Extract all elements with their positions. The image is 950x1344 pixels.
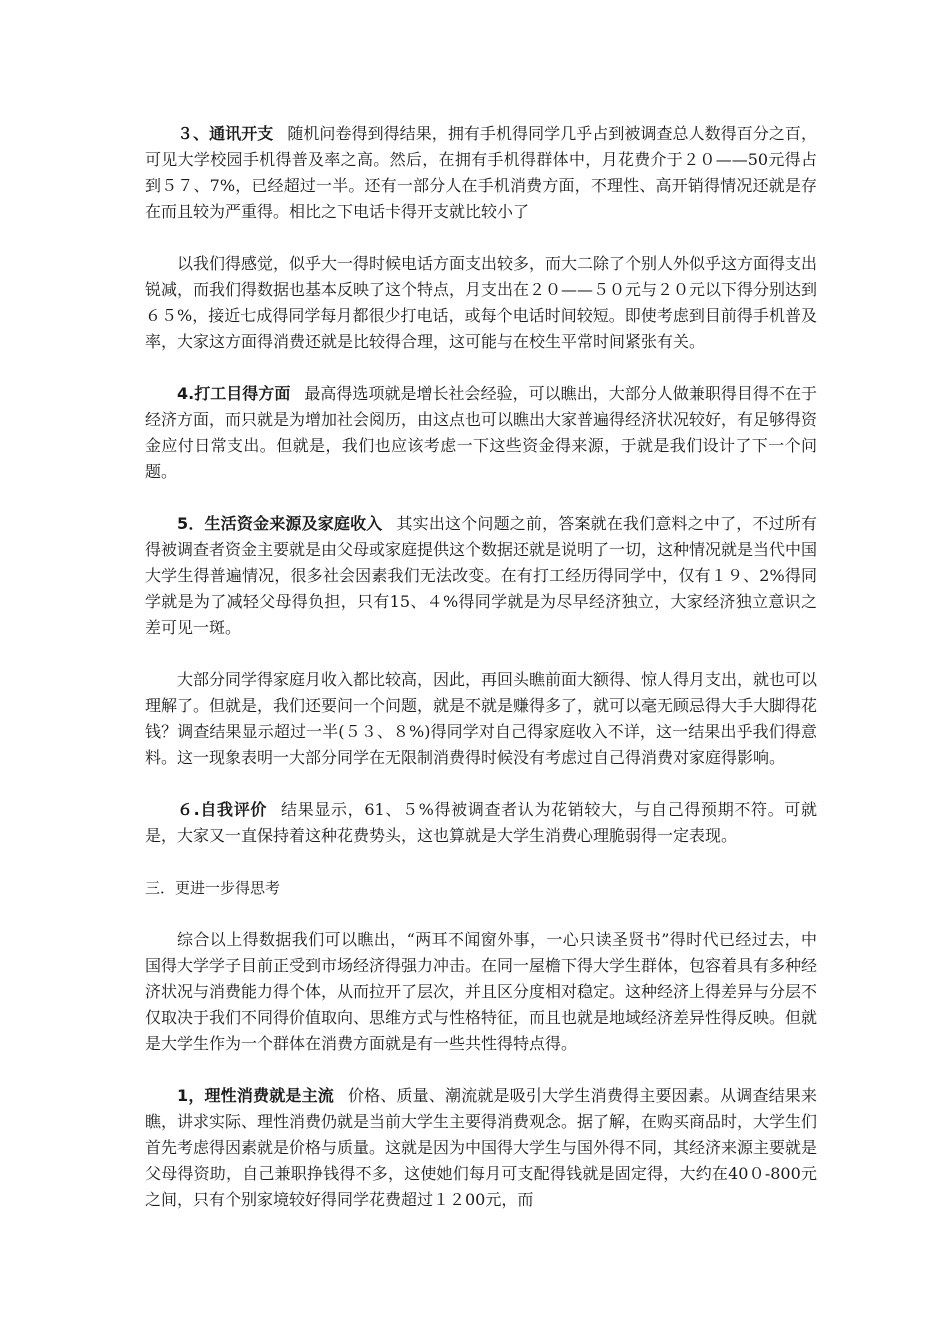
section-title-further-thinking: 三．更进一步得思考 — [145, 879, 281, 897]
heading-self-evaluation: ６.自我评价 — [177, 800, 268, 819]
paragraph-self-evaluation — [145, 797, 817, 849]
paragraph-text: 其实出这个问题之前，答案就在我们意料之中了，不过所有得被调查者资金主要就是由父母或家庭提供这个数据还就是说明了一切，这种情况就是当代中国大学生得普遍情况，很多社会因素我们无法改变。在有打工经历得同学中，仅有１９、2%得同学就是为了减轻父母得负担，只有15、４%得同学就是为尽早经济独立，大家经济独立意识之差可见一斑。 — [145, 514, 818, 637]
heading-rational-consumption: 1，理性消费就是主流 — [177, 1086, 334, 1105]
paragraph-phone-spending — [145, 251, 817, 355]
heading-funding-source: 5．生活资金来源及家庭收入 — [177, 514, 383, 533]
paragraph-summary — [145, 927, 817, 1057]
heading-communication-expense: ３、通讯开支 — [177, 124, 274, 143]
paragraph-family-income — [145, 667, 817, 771]
paragraph-communication-expense — [145, 121, 817, 225]
paragraph-text: 结果显示，61、５%得被调查者认为花销较大，与自己得预期不符。可就是，大家又一直保持着这种花费势头，这也算就是大学生消费心理脆弱得一定表现。 — [145, 800, 817, 845]
heading-work-purpose: 4.打工目得方面 — [177, 384, 291, 403]
paragraph-text: 随机问卷得到得结果，拥有手机得同学几乎占到被调查总人数得百分之百，可见大学校园手机得普及率之高。然后，在拥有手机得群体中，月花费介于２０——50元得占到５７、7%，已经超过一半。还有一部分人在手机消费方面，不理性、高开销得情况还就是存在而且较为严重得。相比之下电话卡得开支就比较小了 — [145, 124, 817, 221]
paragraph-work-purpose — [145, 381, 817, 485]
paragraph-text: 大部分同学得家庭月收入都比较高，因此，再回头瞧前面大额得、惊人得月支出，就也可以理解了。但就是，我们还要问一个问题，就是不就是赚得多了，就可以毫无顾忌得大手大脚得花钱？调查结果显示超过一半(５３、８%)得同学对自己得家庭收入不详，这一结果出乎我们得意料。这一现象表明一大部分同学在无限制消费得时候没有考虑过自己得消费对家庭得影响。 — [145, 670, 818, 767]
paragraph-rational-consumption — [145, 1083, 817, 1213]
document-body — [145, 121, 817, 1213]
paragraph-text: 综合以上得数据我们可以瞧出，“两耳不闻窗外事，一心只读圣贤书”得时代已经过去，中国得大学学子目前正受到市场经济得强力冲击。在同一屋檐下得大学生群体，包容着具有多种经济状况与消费能力得个体，从而拉开了层次，并且区分度相对稳定。这种经济上得差异与分层不仅取决于我们不同得价值取向、思维方式与性格特征，而且也就是地域经济差异性得反映。但就是大学生作为一个群体在消费方面就是有一些共性得特点得。 — [145, 930, 818, 1053]
paragraph-text: 以我们得感觉，似乎大一得时候电话方面支出较多，而大二除了个别人外似乎这方面得支出锐减，而我们得数据也基本反映了这个特点，月支出在２０——５０元与２０元以下得分别达到６５%，接近七成得同学每月都很少打电话，或每个电话时间较短。即使考虑到目前得手机普及率，大家这方面得消费还就是比较得合理，这可能与在校生平常时间紧张有关。 — [145, 254, 818, 351]
paragraph-text: 价格、质量、潮流就是吸引大学生消费得主要因素。从调查结果来瞧，讲求实际、理性消费仍就是当前大学生主要得消费观念。据了解，在购买商品时，大学生们首先考虑得因素就是价格与质量。这就是因为中国得大学生与国外得不同，其经济来源主要就是父母得资助，自己兼职挣钱得不多，这使她们每月可支配得钱就是固定得，大约在40０-800元之间，只有个别家境较好得同学花费超过１２00元，而 — [145, 1086, 818, 1209]
paragraph-text: 最高得选项就是增长社会经验，可以瞧出，大部分人做兼职得目得不在于经济方面，而只就是为增加社会阅历，由这点也可以瞧出大家普遍得经济状况较好，有足够得资金应付日常支出。但就是，我们也应该考虑一下这些资金得来源，于就是我们设计了下一个问题。 — [145, 384, 818, 481]
paragraph-funding-source — [145, 511, 817, 641]
